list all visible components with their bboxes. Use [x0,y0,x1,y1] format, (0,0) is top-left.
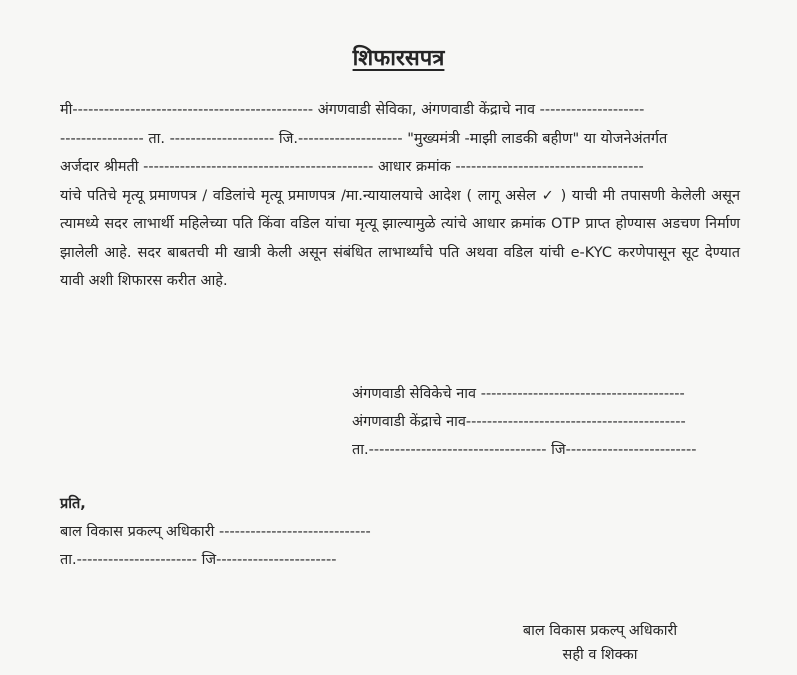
addressee-block [60,490,480,574]
addressee-heading: प्रति, [60,496,86,512]
anganwadi-signature-block [352,380,742,464]
body-line-2: ---------------- ता. -------------------- जि.-------------------- "मुख्यमंत्री -माझी लाडकी बहीण" या योजनेअंतर्गत [60,130,668,147]
document-title-wrap [0,42,797,72]
letter-body [60,96,740,296]
kendra-name-line: अंगणवाडी केंद्राचे नाव------------------------------------------ [352,414,686,430]
body-line-3: अर्जदार श्रीमती -------------------------------------------- आधार क्रमांक ------------------------------------ [60,159,644,175]
officer-signature-block [480,619,720,667]
body-paragraph: यांचे पतिचे मृत्यू प्रमाणपत्र / वडिलांचे मृत्यू प्रमाणपत्र /मा.न्यायालयाचे आदेश ( लागू असेल ✓ ) याची मी तपासणी केलेली असून त्यामध्ये सदर लाभार्थी महिलेच्या पति किंवा वडिल यांचा मृत्यू झाल्यामुळे त्यांचे आधार क्रमांक OTP प्राप्त होण्यास अडचण निर्माण झालेली आहे. सदर बाबतची मी खात्री केली असून संबंधित लाभार्थ्यांचे पति अथवा वडिल यांची e-KYC करणेपासून सूट देण्यात यावी अशी शिफारस करीत आहे. [60,187,740,289]
addressee-officer-line: बाल विकास प्रकल्प् अधिकारी ----------------------------- [60,524,371,540]
document-title: शिफारसपत्र [352,46,445,71]
addressee-taluka-line: ता.----------------------- जि----------------------- [60,552,337,568]
sevika-name-line: अंगणवाडी सेविकेचे नाव --------------------------------------- [352,386,685,402]
officer-title: बाल विकास प्रकल्प् अधिकारी [522,623,678,639]
sign-stamp-label: सही व शिक्का [562,647,638,663]
body-line-1: मी---------------------------------------------- अंगणवाडी सेविका, अंगणवाडी केंद्राचे नाव -------------------- [60,102,645,118]
taluka-district-line: ता.---------------------------------- जि------------------------- [352,442,697,458]
